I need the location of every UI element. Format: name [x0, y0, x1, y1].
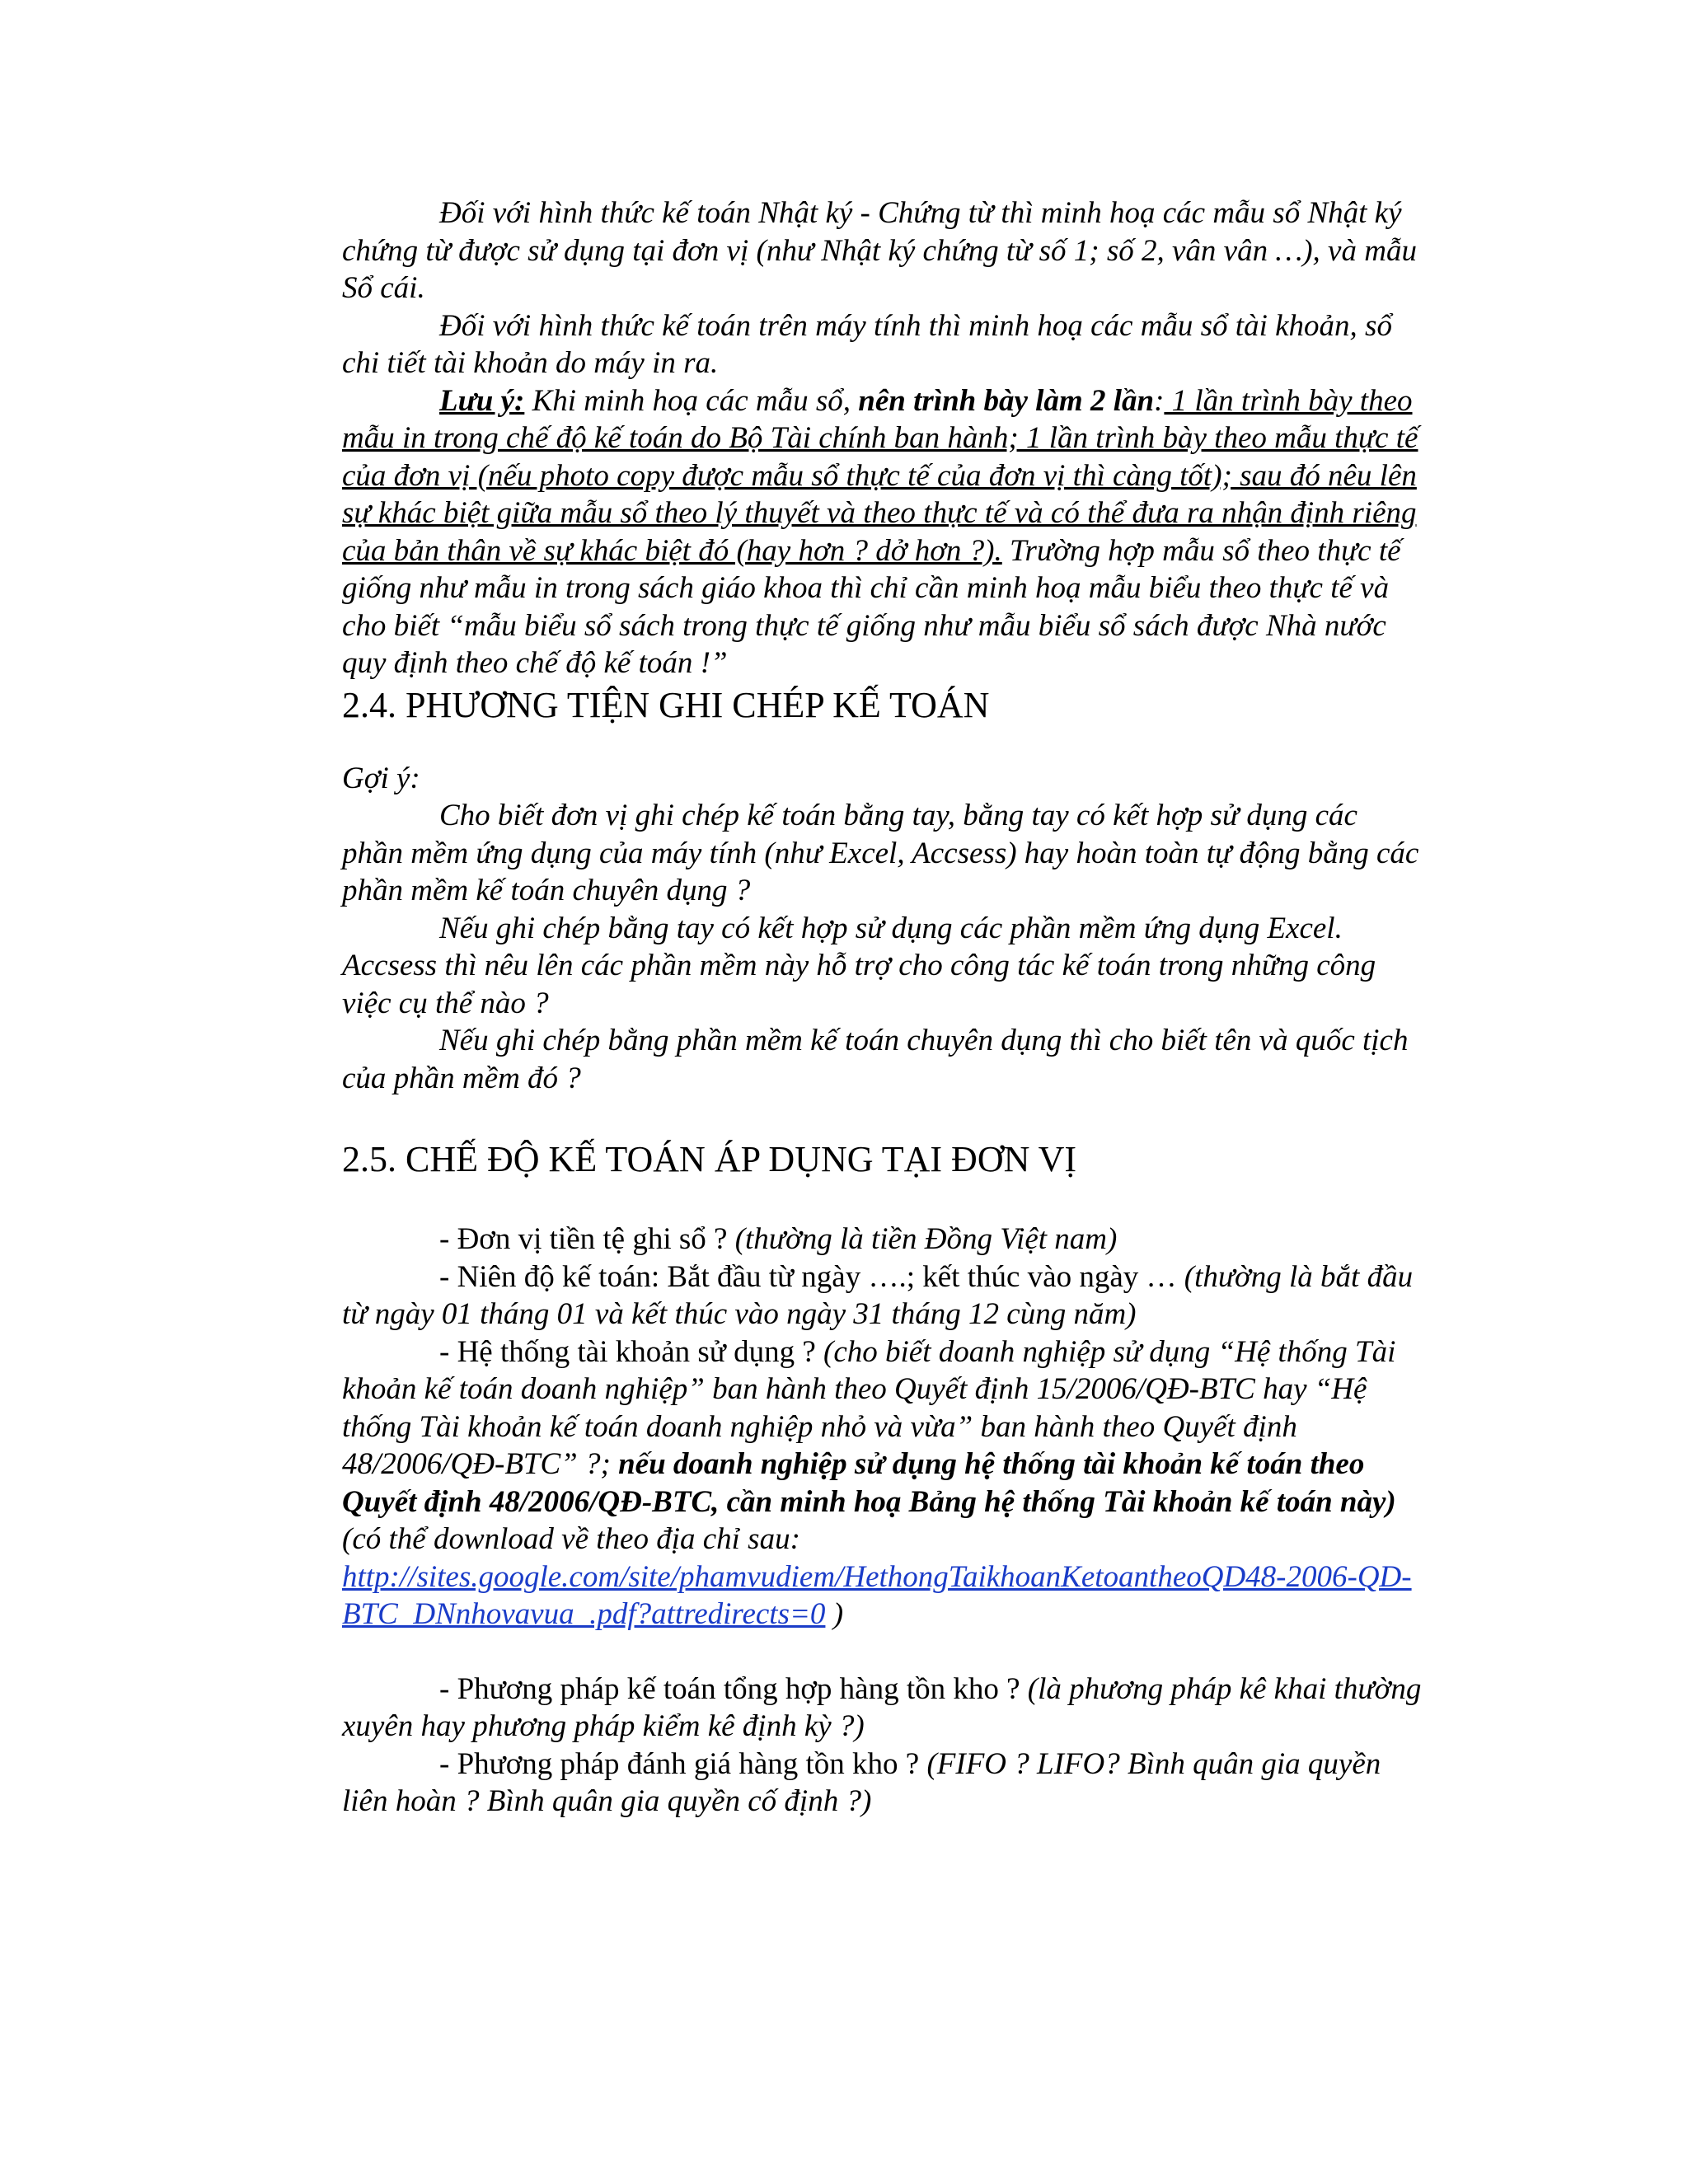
download-link[interactable]: http://sites.google.com/site/phamvudiem/HethongTaikhoanKetoantheoQD48-2006-QD-BTC_DNnhovavua_.pdf?attredirects=0: [342, 1559, 1412, 1631]
download-line: [342, 1558, 1422, 1633]
item-danh-gia-hang-ton-kho-note: (FIFO ? LIFO? Bình quân gia quyền liên hoàn ? Bình quân gia quyền cố định ?): [342, 1746, 1381, 1818]
download-close: ): [825, 1597, 844, 1631]
item-danh-gia-hang-ton-kho-text: - Phương pháp đánh giá hàng tồn kho ?: [439, 1746, 927, 1781]
item-don-vi-tien-te-note: (thường là tiền Đồng Việt nam): [734, 1222, 1118, 1256]
item-ke-toan-hang-ton-kho-text: - Phương pháp kế toán tổng hợp hàng tồn kho ?: [439, 1671, 1028, 1706]
note-bold: nên trình bày làm 2 lần: [858, 383, 1155, 418]
goi-y-label: Gợi ý:: [342, 761, 420, 795]
paragraph-nhat-ky-chung-tu: Đối với hình thức kế toán Nhật ký - Chứng từ thì minh hoạ các mẫu sổ Nhật ký chứng từ được sử dụng tại đơn vị (như Nhật ký chứng từ số 1; số 2, vân vân …), và mẫu Sổ cái.: [342, 196, 1417, 305]
page-content: [342, 194, 1422, 1821]
item-he-thong-tai-khoan-note: (cho biết doanh nghiệp sử dụng “Hệ thống Tài khoản kế toán doanh nghiệp” ban hành theo Quyết định 15/2006/QĐ-BTC hay “Hệ thống Tài khoản kế toán doanh nghiệp nhỏ và vừa” ban hành theo Quyết định 48/2006/QĐ-BTC” ?;: [342, 1334, 1396, 1481]
paragraph-phan-mem: Nếu ghi chép bằng phần mềm kế toán chuyên dụng thì cho biết tên và quốc tịch của phần mềm đó ?: [342, 1024, 1409, 1095]
item-ke-toan-hang-ton-kho: [342, 1671, 1422, 1746]
paragraph-excel-accsess: Nếu ghi chép bằng tay có kết hợp sử dụng các phần mềm ứng dụng Excel. Accsess thì nêu lên các phần mềm này hỗ trợ cho công tác kế toán trong những công việc cụ thể nào ?: [342, 911, 1376, 1020]
item-he-thong-tai-khoan-bold: nếu doanh nghiệp sử dụng hệ thống tài khoản kế toán theo Quyết định 48/2006/QĐ-BTC, cần minh hoạ Bảng hệ thống Tài khoản kế toán này): [342, 1447, 1396, 1519]
note-text-1: Khi minh hoạ các mẫu sổ,: [524, 383, 859, 418]
note-colon: :: [1154, 383, 1165, 418]
heading-2-4: 2.4. PHƯƠNG TIỆN GHI CHÉP KẾ TOÁN: [342, 684, 990, 725]
note-label: Lưu ý:: [439, 383, 525, 418]
item-don-vi-tien-te-text: - Đơn vị tiền tệ ghi sổ ?: [439, 1222, 735, 1256]
item-danh-gia-hang-ton-kho: [342, 1746, 1422, 1821]
paragraph-may-tinh: Đối với hình thức kế toán trên máy tính thì minh hoạ các mẫu sổ tài khoản, sổ chi tiết tài khoản do máy in ra.: [342, 308, 1392, 380]
item-he-thong-tai-khoan: [342, 1333, 1422, 1521]
item-nien-do-text: - Niên độ kế toán: Bắt đầu từ ngày ….; kết thúc vào ngày …: [439, 1259, 1184, 1294]
item-ke-toan-hang-ton-kho-note: (là phương pháp kê khai thường xuyên hay phương pháp kiểm kê định kỳ ?): [342, 1671, 1422, 1743]
item-he-thong-tai-khoan-text: - Hệ thống tài khoản sử dụng ?: [439, 1334, 824, 1369]
item-nien-do: [342, 1258, 1422, 1333]
paragraph-ghi-chep: Cho biết đơn vị ghi chép kế toán bằng tay, bằng tay có kết hợp sử dụng các phần mềm ứng dụng của máy tính (như Excel, Accsess) hay hoàn toàn tự động bằng các phần mềm kế toán chuyên dụng ?: [342, 799, 1419, 907]
note-text-2: Trường hợp mẫu sổ theo thực tế giống như mẫu in trong sách giáo khoa thì chỉ cần minh hoạ mẫu biểu theo thực tế và cho biết “mẫu biểu sổ sách trong thực tế giống như mẫu biểu sổ sách được Nhà nước quy định theo chế độ kế toán !”: [342, 533, 1401, 680]
item-nien-do-note: (thường là bắt đầu từ ngày 01 tháng 01 và kết thúc vào ngày 31 tháng 12 cùng năm): [342, 1259, 1414, 1331]
note-underlined: 1 lần trình bày theo mẫu in trong chế độ kế toán do Bộ Tài chính ban hành; 1 lần trình bày theo mẫu thực tế của đơn vị (nếu photo copy được mẫu sổ thực tế của đơn vị thì càng tốt); sau đó nêu lên sự khác biệt giữa mẫu sổ theo lý thuyết và theo thực tế và có thể đưa ra nhận định riêng của bản thân về sự khác biệt đó (hay hơn ? dở hơn ?).: [342, 383, 1418, 568]
heading-2-5: 2.5. CHẾ ĐỘ KẾ TOÁN ÁP DỤNG TẠI ĐƠN VỊ: [342, 1139, 1076, 1179]
paragraph-luu-y: [342, 382, 1422, 682]
item-don-vi-tien-te: [342, 1221, 1422, 1258]
download-note: (có thể download về theo địa chỉ sau:: [342, 1522, 800, 1556]
